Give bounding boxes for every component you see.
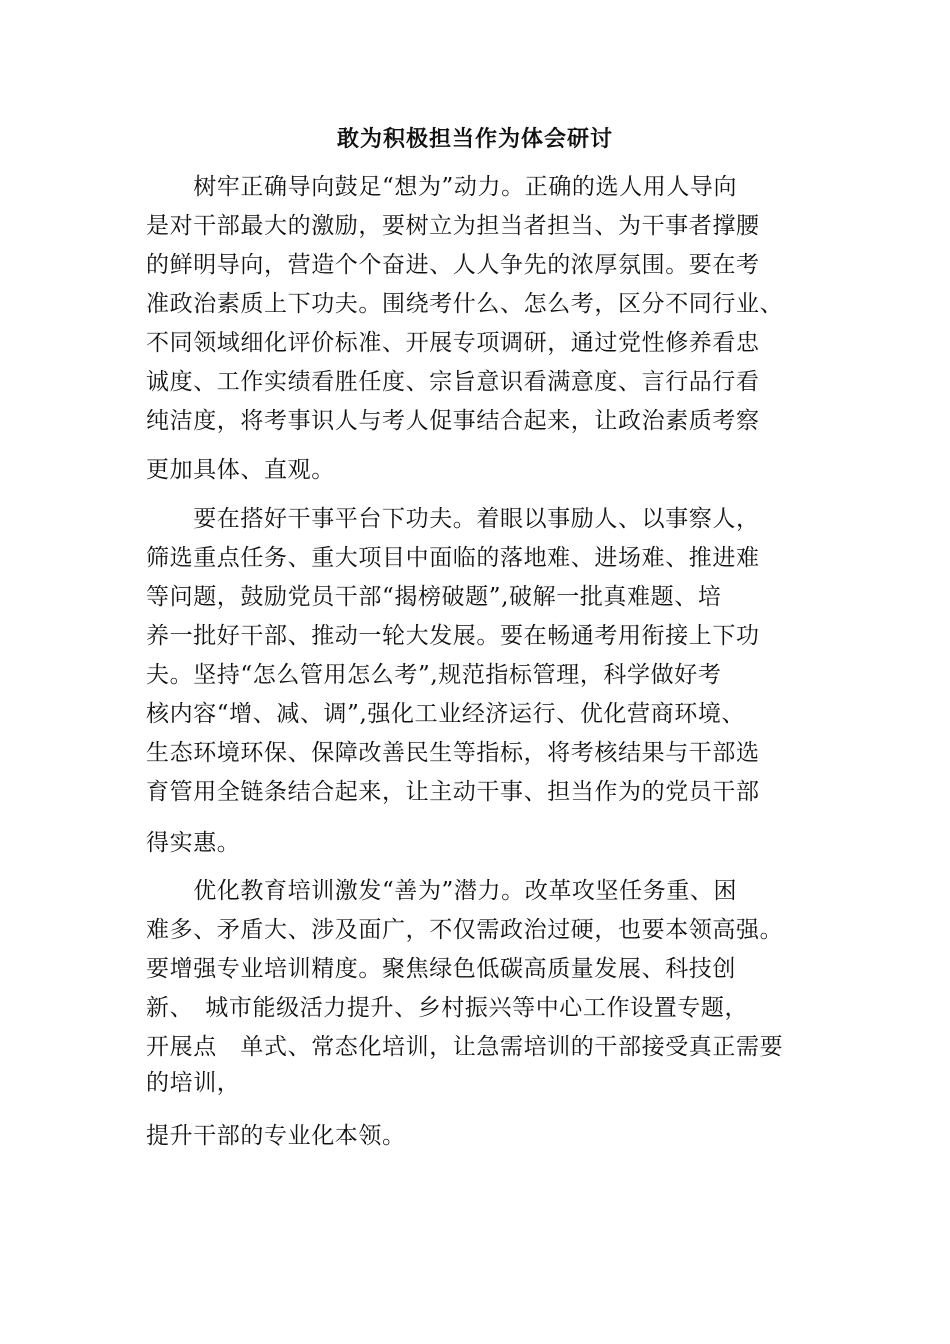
body-line: 更加具体、直观。: [146, 457, 335, 483]
body-line: 提升干部的专业化本领。: [146, 1123, 406, 1149]
body-line: 难多、矛盾大、涉及面广，不仅需政治过硬，也要本领高强。: [146, 917, 784, 943]
body-line: 不同领域细化评价标准、开展专项调研，通过党性修养看忠: [146, 330, 760, 356]
body-line: 诚度、工作实绩看胜任度、宗旨意识看满意度、言行品行看: [146, 369, 760, 395]
body-line: 生态环境环保、保障改善民生等指标，将考核结果与干部选: [146, 740, 760, 766]
body-line: 养一批好干部、推动一轮大发展。要在畅通考用衔接上下功: [146, 623, 760, 649]
body-line: 树牢正确导向鼓足“想为”动力。正确的选人用人导向: [146, 174, 738, 200]
body-line: 筛选重点任务、重大项目中面临的落地难、进场难、推进难: [146, 545, 760, 571]
body-line: 开展点 单式、常态化培训，让急需培训的干部接受真正需要: [146, 1034, 784, 1060]
body-line: 优化教育培训激发“善为”潜力。改革攻坚任务重、困: [146, 878, 738, 904]
body-line: 育管用全链条结合起来，让主动干事、担当作为的党员干部: [146, 779, 760, 805]
body-line: 得实惠。: [146, 830, 241, 856]
body-line: 新、 城市能级活力提升、乡村振兴等中心工作设置专题，: [146, 995, 749, 1021]
document-title: 敢为积极担当作为体会研讨: [336, 126, 613, 152]
body-line: 的培训，: [146, 1070, 241, 1096]
body-line: 核内容“增、减、调”,强化工业经济运行、优化营商环境、: [146, 701, 746, 727]
body-line: 要在搭好干事平台下功夫。着眼以事励人、以事察人，: [146, 506, 760, 532]
body-line: 纯洁度，将考事识人与考人促事结合起来，让政治素质考察: [146, 408, 760, 434]
body-line: 夫。坚持“怎么管用怎么考”,规范指标管理，科学做好考: [146, 662, 722, 688]
body-line: 的鲜明导向，营造个个奋进、人人争先的浓厚氛围。要在考: [146, 252, 760, 278]
body-line: 准政治素质上下功夫。围绕考什么、怎么考，区分不同行业、: [146, 291, 784, 317]
body-line: 等问题，鼓励党员干部“揭榜破题”,破解一批真难题、培: [146, 584, 722, 610]
body-line: 是对干部最大的激励，要树立为担当者担当、为干事者撑腰: [146, 213, 760, 239]
body-line: 要增强专业培训精度。聚焦绿色低碳高质量发展、科技创: [146, 956, 736, 982]
